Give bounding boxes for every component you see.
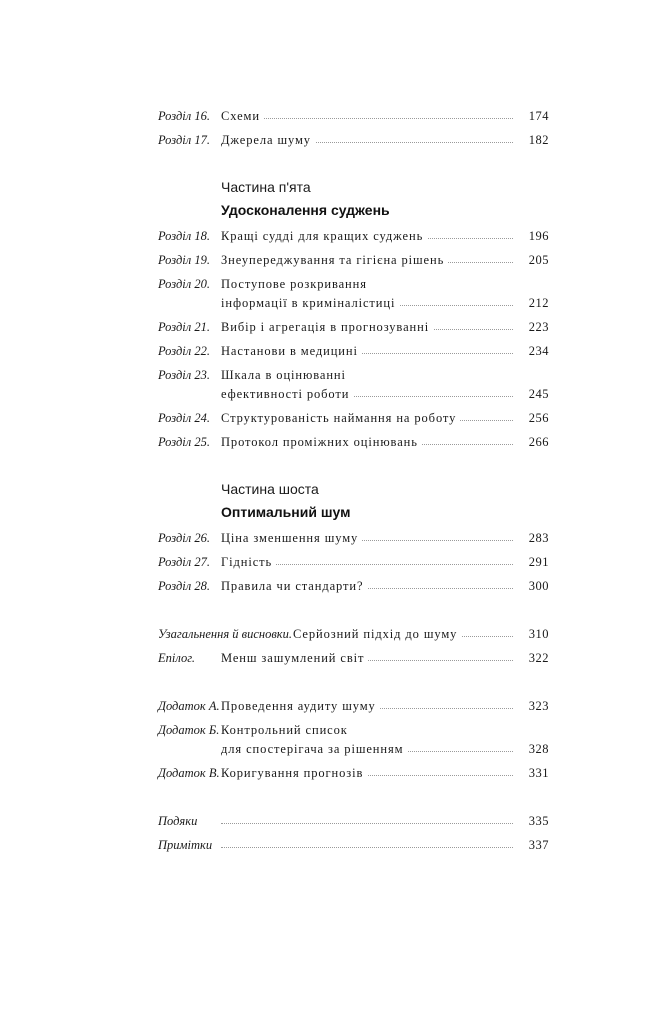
page-number: 256 — [528, 411, 549, 425]
chapter-title: Менш зашумлений світ — [221, 651, 368, 666]
leader-dots — [221, 847, 513, 848]
chapter-title-cont: ефективності роботи — [221, 387, 353, 402]
page-number: 310 — [528, 627, 549, 641]
chapter-title: Поступове розкривання — [221, 277, 367, 291]
chapter-label: Розділ 24. — [158, 411, 210, 425]
toc-entry[interactable] — [158, 411, 549, 431]
chapter-title: Джерела шуму — [221, 133, 315, 148]
chapter-label: Додаток В. — [158, 766, 220, 780]
page-number: 245 — [528, 387, 549, 401]
chapter-label: Розділ 21. — [158, 320, 210, 334]
part-title: Оптимальний шум — [221, 504, 351, 520]
toc-entry-line1[interactable] — [158, 277, 549, 297]
chapter-title: Схеми — [221, 109, 264, 124]
toc-entry[interactable] — [158, 838, 549, 858]
toc-entry-line2[interactable] — [158, 296, 549, 316]
chapter-title: Серйозний підхід до шуму — [293, 627, 461, 642]
chapter-title-cont: для спостерігача за рішенням — [221, 742, 407, 757]
toc-entry[interactable] — [158, 320, 549, 340]
chapter-label: Розділ 18. — [158, 229, 210, 243]
page-number: 196 — [528, 229, 549, 243]
chapter-label: Додаток А. — [158, 699, 220, 713]
toc-entry[interactable] — [158, 133, 549, 153]
page-number: 335 — [528, 814, 549, 828]
chapter-label: Додаток Б. — [158, 723, 220, 737]
chapter-title: Знеупереджування та гігієна рішень — [221, 253, 448, 268]
chapter-label: Подяки — [158, 814, 198, 828]
chapter-label: Розділ 22. — [158, 344, 210, 358]
chapter-title: Ціна зменшення шуму — [221, 531, 362, 546]
chapter-label: Розділ 28. — [158, 579, 210, 593]
chapter-label: Розділ 20. — [158, 277, 210, 291]
toc-entry[interactable] — [158, 109, 549, 129]
page-number: 182 — [528, 133, 549, 147]
chapter-label: Розділ 16. — [158, 109, 210, 123]
chapter-title: Структурованість наймання на роботу — [221, 411, 460, 426]
chapter-title: Кращі судді для кращих суджень — [221, 229, 427, 244]
toc-entry[interactable] — [158, 229, 549, 249]
page-number: 322 — [528, 651, 549, 665]
page-number: 291 — [528, 555, 549, 569]
chapter-label: Розділ 17. — [158, 133, 210, 147]
toc-entry-line2[interactable] — [158, 742, 549, 762]
chapter-title: Гідність — [221, 555, 276, 570]
toc-entry[interactable] — [158, 627, 549, 647]
page-number: 300 — [528, 579, 549, 593]
page-number: 212 — [528, 296, 549, 310]
chapter-label: Узагальнення й висновки. — [158, 627, 292, 641]
leader-dots — [221, 823, 513, 824]
page-number: 174 — [528, 109, 549, 123]
chapter-title: Проведення аудиту шуму — [221, 699, 380, 714]
chapter-label: Розділ 27. — [158, 555, 210, 569]
toc-entry-line1[interactable] — [158, 723, 549, 743]
chapter-title: Настанови в медицині — [221, 344, 362, 359]
part-label: Частина п'ята — [221, 179, 311, 195]
toc-entry[interactable] — [158, 579, 549, 599]
page-number: 323 — [528, 699, 549, 713]
toc-entry[interactable] — [158, 651, 549, 671]
chapter-title-cont: інформації в криміналістиці — [221, 296, 399, 311]
page-number: 283 — [528, 531, 549, 545]
part-title: Удосконалення суджень — [221, 202, 390, 218]
toc-entry[interactable] — [158, 531, 549, 551]
part-label: Частина шоста — [221, 481, 319, 497]
toc-entry-line2[interactable] — [158, 387, 549, 407]
page-number: 331 — [528, 766, 549, 780]
toc-entry[interactable] — [158, 814, 549, 834]
chapter-label: Розділ 23. — [158, 368, 210, 382]
page-number: 337 — [528, 838, 549, 852]
leader-dots — [221, 118, 513, 119]
toc-entry[interactable] — [158, 344, 549, 364]
page-number: 223 — [528, 320, 549, 334]
toc-entry-line1[interactable] — [158, 368, 549, 388]
chapter-title: Контрольний список — [221, 723, 348, 737]
chapter-title: Протокол проміжних оцінювань — [221, 435, 422, 450]
toc-entry[interactable] — [158, 435, 549, 455]
chapter-title: Коригування прогнозів — [221, 766, 367, 781]
page-number: 205 — [528, 253, 549, 267]
chapter-label: Розділ 26. — [158, 531, 210, 545]
chapter-label: Розділ 19. — [158, 253, 210, 267]
page-number: 266 — [528, 435, 549, 449]
chapter-label: Примітки — [158, 838, 213, 852]
toc-entry[interactable] — [158, 253, 549, 273]
page-number: 234 — [528, 344, 549, 358]
toc-entry[interactable] — [158, 766, 549, 786]
toc-entry[interactable] — [158, 699, 549, 719]
chapter-label: Розділ 25. — [158, 435, 210, 449]
chapter-title: Правила чи стандарти? — [221, 579, 367, 594]
toc-entry[interactable] — [158, 555, 549, 575]
chapter-label: Епілог. — [158, 651, 196, 665]
chapter-title: Шкала в оцінюванні — [221, 368, 346, 382]
chapter-title: Вибір і агрегація в прогнозуванні — [221, 320, 433, 335]
page-number: 328 — [528, 742, 549, 756]
